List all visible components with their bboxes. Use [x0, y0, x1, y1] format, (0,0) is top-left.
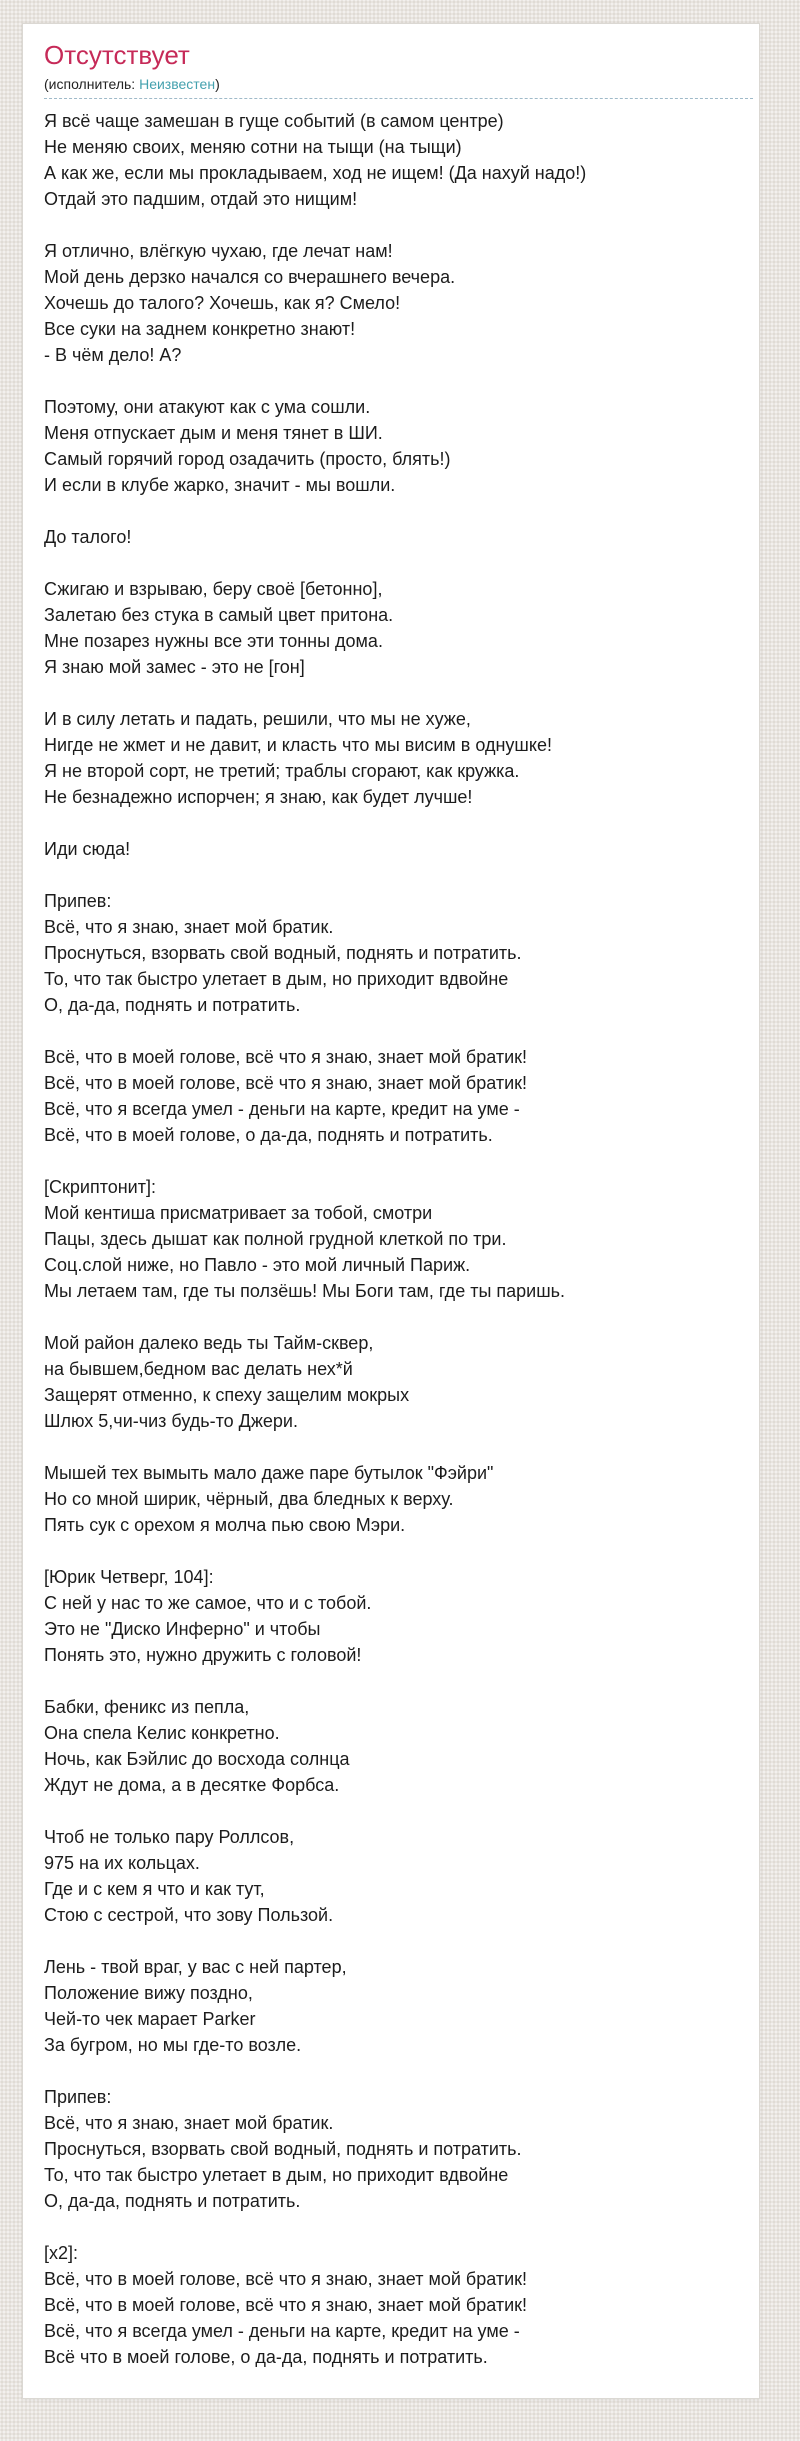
- lyric-line: Мы летаем там, где ты ползёшь! Мы Боги там, где ты паришь.: [44, 1281, 566, 1301]
- lyric-line: То, что так быстро улетает в дым, но приходит вдвойне: [44, 2165, 509, 2185]
- lyric-line: Всё, что в моей голове, всё что я знаю, знает мой братик!: [44, 1073, 528, 1093]
- page-title: Отсутствует: [44, 40, 190, 70]
- artist-label-suffix: ): [215, 76, 220, 92]
- lyric-line: О, да-да, поднять и потратить.: [44, 995, 301, 1015]
- lyric-line: О, да-да, поднять и потратить.: [44, 2191, 301, 2211]
- lyric-line: Положение вижу поздно,: [44, 1983, 253, 2003]
- lyric-line: Мне позарез нужны все эти тонны дома.: [44, 631, 383, 651]
- lyric-line: Это не "Диско Инферно" и чтобы: [44, 1619, 321, 1639]
- lyric-line: Припев:: [44, 2087, 112, 2107]
- lyric-line: Проснуться, взорвать свой водный, поднять и потратить.: [44, 943, 522, 963]
- lyric-line: Иди сюда!: [44, 839, 131, 859]
- lyric-line: То, что так быстро улетает в дым, но приходит вдвойне: [44, 969, 509, 989]
- stanza: [44, 394, 753, 498]
- lyric-line: Поэтому, они атакуют как с ума сошли.: [44, 397, 371, 417]
- stanza: [44, 2240, 753, 2370]
- stanza: [44, 1460, 753, 1538]
- stanza: [44, 1174, 753, 1304]
- lyric-line: [x2]:: [44, 2243, 79, 2263]
- lyric-line: Отдай это падшим, отдай это нищим!: [44, 189, 358, 209]
- lyric-line: 975 на их кольцах.: [44, 1853, 200, 1873]
- lyrics-text: [44, 108, 753, 2370]
- page-background: [0, 23, 800, 2399]
- lyrics-card: [22, 23, 760, 2399]
- lyric-line: Ждут не дома, а в десятке Форбса.: [44, 1775, 340, 1795]
- lyric-line: Защерят отменно, к спеху защелим мокрых: [44, 1385, 410, 1405]
- lyric-line: Припев:: [44, 891, 112, 911]
- artist-link[interactable]: Неизвестен: [139, 76, 216, 92]
- lyric-line: И если в клубе жарко, значит - мы вошли.: [44, 475, 396, 495]
- lyric-line: Мой кентиша присматривает за тобой, смотри: [44, 1203, 433, 1223]
- lyric-line: Ночь, как Бэйлис до восхода солнца: [44, 1749, 350, 1769]
- lyric-line: Пацы, здесь дышат как полной грудной клеткой по три.: [44, 1229, 507, 1249]
- lyric-line: Бабки, феникс из пепла,: [44, 1697, 250, 1717]
- stanza: [44, 108, 753, 212]
- lyric-line: Пять сук с орехом я молча пью свою Мэри.: [44, 1515, 406, 1535]
- lyric-line: Всё, что в моей голове, всё что я знаю, знает мой братик!: [44, 2295, 528, 2315]
- stanza: [44, 1824, 753, 1928]
- lyric-line: До талого!: [44, 527, 132, 547]
- artist-label: (исполнитель:: [44, 76, 140, 92]
- lyric-line: Где и с кем я что и как тут,: [44, 1879, 265, 1899]
- lyric-line: Всё, что я знаю, знает мой братик.: [44, 917, 334, 937]
- stanza: [44, 1330, 753, 1434]
- artist-line: [44, 76, 753, 93]
- lyric-line: Я отлично, влёгкую чухаю, где лечат нам!: [44, 241, 393, 261]
- stanza: [44, 1694, 753, 1798]
- lyric-line: Не безнадежно испорчен; я знаю, как будет лучше!: [44, 787, 473, 807]
- lyric-line: Меня отпускает дым и меня тянет в ШИ.: [44, 423, 383, 443]
- lyric-line: Она спела Келис конкретно.: [44, 1723, 280, 1743]
- stanza: [44, 1564, 753, 1668]
- lyric-line: Всё, что я всегда умел - деньги на карте, кредит на уме -: [44, 2321, 520, 2341]
- lyric-line: Но со мной ширик, чёрный, два бледных к верху.: [44, 1489, 454, 1509]
- lyric-line: Проснуться, взорвать свой водный, поднять и потратить.: [44, 2139, 522, 2159]
- lyric-line: [Скриптонит]:: [44, 1177, 156, 1197]
- lyric-line: Чей-то чек марает Parker: [44, 2009, 256, 2029]
- lyric-line: Хочешь до талого? Хочешь, как я? Смело!: [44, 293, 401, 313]
- stanza: [44, 836, 753, 862]
- lyric-line: Чтоб не только пару Роллсов,: [44, 1827, 295, 1847]
- stanza: [44, 1044, 753, 1148]
- lyric-line: Мышей тех вымыть мало даже паре бутылок "Фэйри": [44, 1463, 494, 1483]
- lyric-line: Все суки на заднем конкретно знают!: [44, 319, 356, 339]
- lyric-line: Я всё чаще замешан в гуще событий (в самом центре): [44, 111, 504, 131]
- lyric-line: И в силу летать и падать, решили, что мы не хуже,: [44, 709, 471, 729]
- lyric-line: Лень - твой враг, у вас с ней партер,: [44, 1957, 347, 1977]
- stanza: [44, 706, 753, 810]
- lyric-line: Самый горячий город озадачить (просто, блять!): [44, 449, 451, 469]
- lyric-line: Стою с сестрой, что зову Пользой.: [44, 1905, 334, 1925]
- stanza: [44, 1954, 753, 2058]
- lyric-line: Сжигаю и взрываю, беру своё [бетонно],: [44, 579, 383, 599]
- lyric-line: Всё, что в моей голове, о да-да, поднять и потратить.: [44, 1125, 493, 1145]
- lyric-line: Всё что в моей голове, о да-да, поднять и потратить.: [44, 2347, 488, 2367]
- lyric-line: - В чём дело! А?: [44, 345, 182, 365]
- lyric-line: на бывшем,бедном вас делать нех*й: [44, 1359, 353, 1379]
- dashed-divider: [44, 97, 753, 99]
- lyric-line: Я знаю мой замес - это не [гон]: [44, 657, 305, 677]
- lyric-line: А как же, если мы прокладываем, ход не ищем! (Да нахуй надо!): [44, 163, 587, 183]
- lyric-line: За бугром, но мы где-то возле.: [44, 2035, 302, 2055]
- stanza: [44, 238, 753, 368]
- lyric-line: [Юрик Четверг, 104]:: [44, 1567, 214, 1587]
- stanza: [44, 888, 753, 1018]
- lyric-line: Понять это, нужно дружить с головой!: [44, 1645, 362, 1665]
- lyric-line: Залетаю без стука в самый цвет притона.: [44, 605, 394, 625]
- lyric-line: Шлюх 5,чи-чиз будь-то Джери.: [44, 1411, 298, 1431]
- lyric-line: Всё, что в моей голове, всё что я знаю, знает мой братик!: [44, 2269, 528, 2289]
- lyric-line: Я не второй сорт, не третий; траблы сгорают, как кружка.: [44, 761, 520, 781]
- lyric-line: Всё, что я всегда умел - деньги на карте, кредит на уме -: [44, 1099, 520, 1119]
- lyric-line: Всё, что я знаю, знает мой братик.: [44, 2113, 334, 2133]
- lyric-line: Нигде не жмет и не давит, и класть что мы висим в однушке!: [44, 735, 552, 755]
- lyric-line: Соц.слой ниже, но Павло - это мой личный Париж.: [44, 1255, 471, 1275]
- lyric-line: Не меняю своих, меняю сотни на тыщи (на тыщи): [44, 137, 462, 157]
- lyric-line: Мой район далеко ведь ты Тайм-сквер,: [44, 1333, 374, 1353]
- stanza: [44, 524, 753, 550]
- stanza: [44, 2084, 753, 2214]
- lyric-line: С ней у нас то же самое, что и с тобой.: [44, 1593, 372, 1613]
- stanza: [44, 576, 753, 680]
- lyric-line: Всё, что в моей голове, всё что я знаю, знает мой братик!: [44, 1047, 528, 1067]
- lyric-line: Мой день дерзко начался со вчерашнего вечера.: [44, 267, 456, 287]
